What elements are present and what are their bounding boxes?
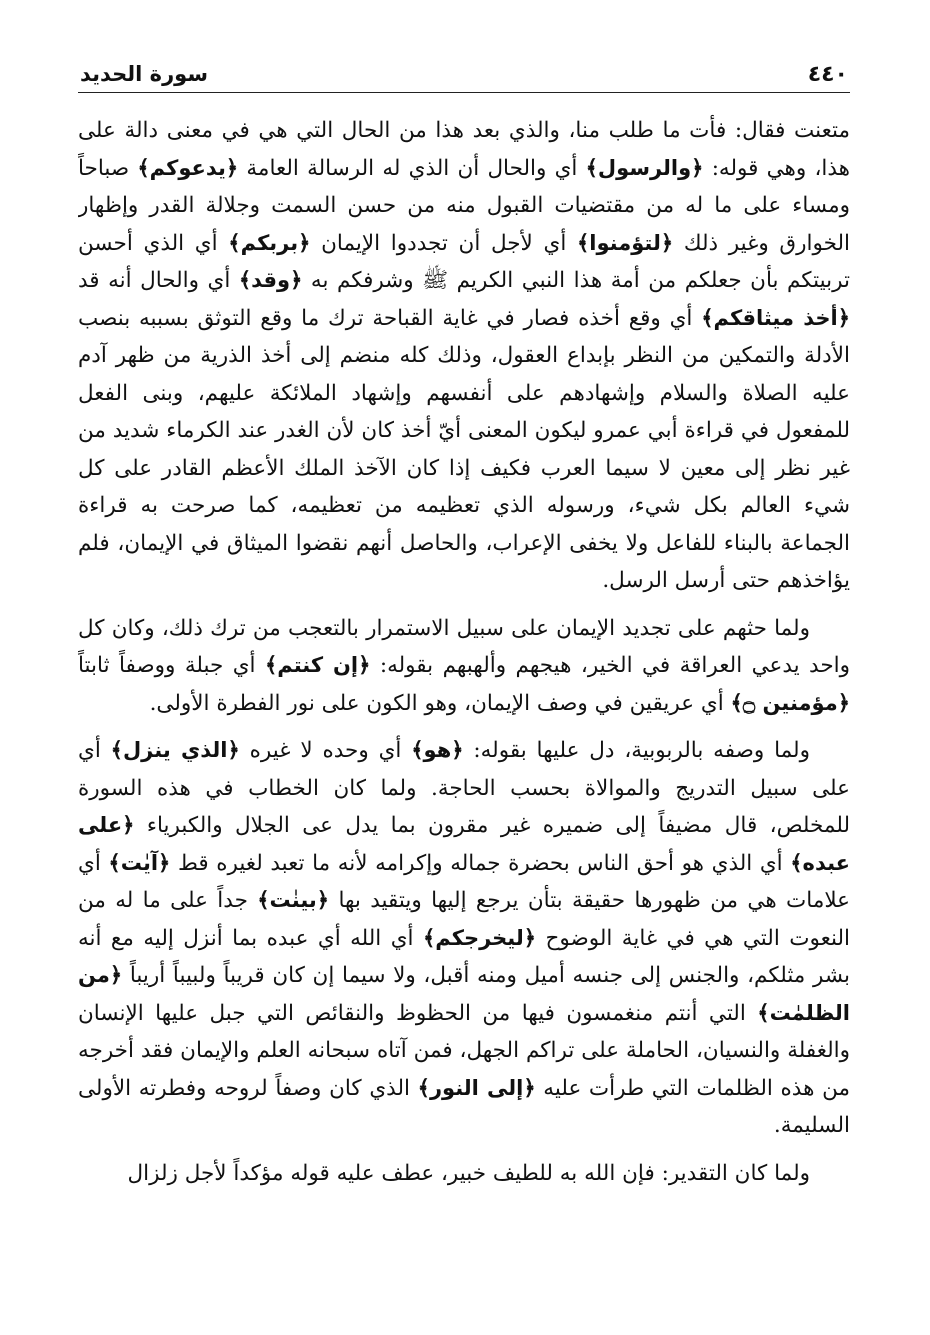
quran-quote: ﴿إن كنتم﴾ <box>264 653 371 677</box>
commentary-text: متعنت فقال: فأت ما طلب منا، والذي بعد هذا من الحال التي هي في معنى دالة على هذا، وهي قوله: <box>78 118 850 181</box>
quran-quote: ﴿هو﴾ <box>411 738 464 762</box>
commentary-text: أي والحال أن الذي له الرسالة العامة <box>238 155 586 181</box>
body-text <box>78 112 850 1312</box>
quran-quote: ﴿بينٰت﴾ <box>257 888 330 912</box>
quran-quote: ﴿أخذ ميثاقكم﴾ <box>701 305 850 330</box>
quran-quote: ﴿مؤمنين ۝﴾ <box>730 690 850 715</box>
paragraph <box>78 732 850 1145</box>
commentary-text: ولما وصفه بالربوبية، دل عليها بقوله: <box>463 738 810 763</box>
quran-quote: ﴿بربكم﴾ <box>228 230 311 255</box>
paragraph <box>78 1155 850 1193</box>
paragraph <box>78 112 850 600</box>
commentary-text: الذي كان وصفاً لروحه وفطرته الأولى السليمة. <box>78 1075 850 1138</box>
quran-quote: ﴿على عبده﴾ <box>78 813 850 875</box>
commentary-text: أي جبلة ووصفاً ثابتاً <box>78 653 265 678</box>
quran-quote: ﴿لتؤمنوا﴾ <box>576 230 674 255</box>
quran-quote: ﴿من الظلمٰت﴾ <box>78 963 850 1025</box>
quran-quote: ﴿ليخرجكم﴾ <box>422 925 537 950</box>
surah-title: سورة الحديد <box>80 62 208 86</box>
commentary-text: صباحاً ومساء على ما له من مقتضيات القبول منه من حسن السمت وجلالة القدر وإظهار الخوارق وغير ذلك <box>78 155 850 256</box>
quran-quote: ﴿آيٰت﴾ <box>108 850 171 875</box>
page-number: ٤٤٠ <box>807 62 848 87</box>
commentary-text: أي والحال أنه قد <box>78 268 239 293</box>
quran-quote: ﴿إلى النور﴾ <box>417 1075 536 1100</box>
page-header <box>78 60 850 93</box>
commentary-text: أي وقع أخذه فصار في غاية القباحة ترك ما وقع التوثق بسببه بنصب الأدلة والتمكين من النظر بإبداع العقول، وذلك كله منضم إلى أخذ الذرية من ظهر آدم عليه الصلاة والسلام وإشهادهم على أنفسهم وإشهاد الملائكة عليهم، وبنى الفعل للمفعول في قراءة أبي عمرو ليكون المعنى أيّ أخذ كان لأن الغدر عند الكرماء شديد من غير نظر إلى معين لا سيما العرب فكيف إذا كان الآخذ الملك الأعظم القادر على كل شيء العالم بكل شيء، ورسوله الذي تعظيمه من تعظيمه، كما صرحت به قراءة الجماعة بالبناء للفاعل ولا يخفى الإعراب، والحاصل أنهم نقضوا الميثاق في الإيمان، فلم يؤاخذهم حتى أرسل الرسل. <box>78 305 850 593</box>
commentary-text: أي الذي هو أحق الناس بحضرة جماله وإكرامه لأنه ما تعبد لغيره قط <box>170 850 791 876</box>
commentary-text: جداً على ما له من النعوت التي هي في غاية الوضوح <box>78 888 850 951</box>
commentary-text: أي عريقين في وصف الإيمان، وهو الكون على نور الفطرة الأولى. <box>149 690 731 716</box>
quran-quote: ﴿الذي ينزل﴾ <box>110 738 240 762</box>
commentary-text: أي علامات هي من ظهورها حقيقة بتأن يرجع إليها ويتقيد بها <box>78 850 850 913</box>
commentary-text: ولما كان التقدير: فإن الله به للطيف خبير، عطف عليه قوله مؤكداً لأجل زلزال <box>127 1160 810 1186</box>
commentary-text: أي وحده لا غيره <box>239 738 412 763</box>
commentary-text: أي على سبيل التدريج والموالاة بحسب الحاجة. ولما كان الخطاب في هذه السورة للمخلص، قال مضيفاً إلى ضميره غير مقرون بما يدل عى الجلال والكبرياء <box>78 738 850 838</box>
quran-quote: ﴿يدعوكم﴾ <box>137 155 239 180</box>
commentary-text: التي أنتم منغمسون فيها من الحظوظ والنقائص التي جبل عليها الإنسان والغفلة والنسيان، الحاملة على تراكم الجهل، فمن آتاه سبحانه العلم والإيمان فقد أخرجه من هذه الظلمات التي طرأت عليه <box>78 1000 850 1101</box>
paragraph <box>78 610 850 723</box>
quran-quote: ﴿وقد﴾ <box>238 268 303 292</box>
quran-quote: ﴿والرسول﴾ <box>585 155 704 180</box>
commentary-text: أي الذي أحسن تربيتكم بأن جعلكم من أمة هذا النبي الكريم ﷺ وشرفكم به <box>78 230 850 293</box>
commentary-text: ولما حثهم على تجديد الإيمان على سبيل الاستمرار بالتعجب من ترك ذلك، وكان كل واحد يدعي العراقة في الخير، هيجهم وألهبهم بقوله: <box>78 615 850 678</box>
commentary-text: أي الله أي عبده بما أنزل إليه مع أنه بشر مثلكم، والجنس إلى جنسه أميل ومنه أقبل، ولا سيما إن كان قريباً ولبيباً أريباً <box>78 925 850 988</box>
commentary-text: أي لأجل أن تجددوا الإيمان <box>310 230 577 256</box>
